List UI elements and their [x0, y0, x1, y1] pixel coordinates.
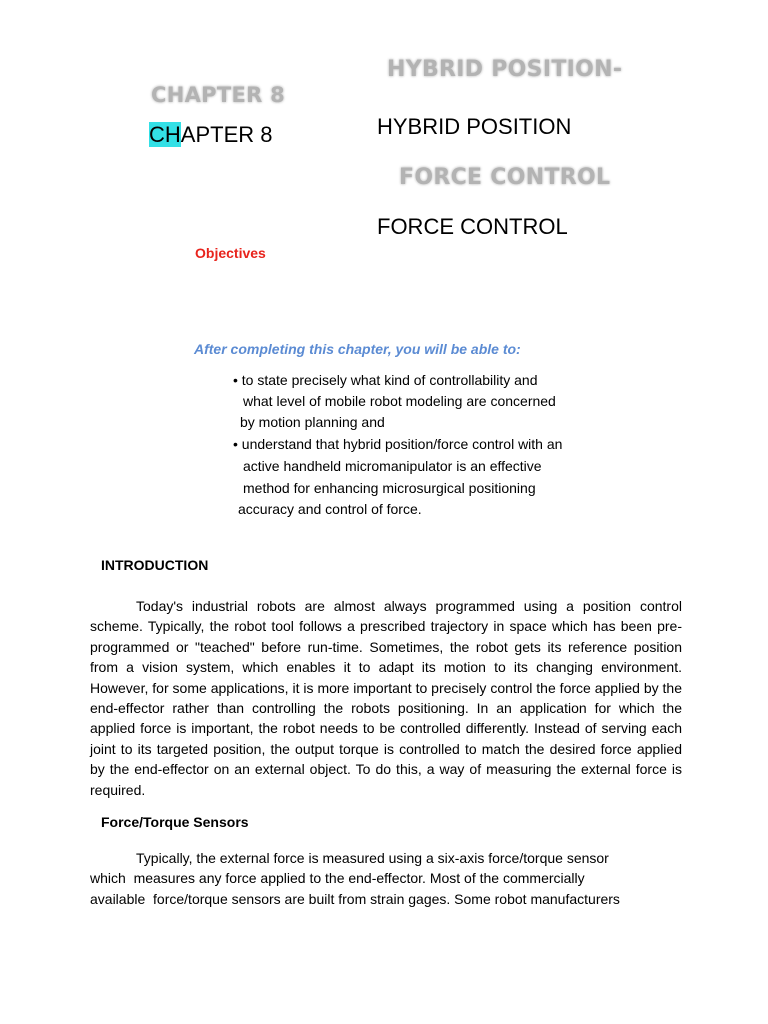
introduction-paragraph — [90, 596, 682, 800]
force-torque-line: Typically, the external force is measured using a six-axis force/torque sensor — [136, 850, 609, 866]
introduction-heading: INTRODUCTION — [101, 557, 209, 573]
objective-line: active handheld micromanipulator is an effective — [243, 458, 542, 474]
objective-line: method for enhancing microsurgical positioning — [243, 480, 536, 496]
force-control-title: FORCE CONTROL — [377, 214, 568, 239]
objective-line: • to state precisely what kind of controllability and — [233, 372, 538, 388]
introduction-text: Today's industrial robots are almost always programmed using a position control scheme. Typically, the robot tool follows a prescribed trajectory in space which has been pre-programmed or "teached" before run-time. Sometimes, the robot gets its reference position from a vision system, which enables it to adapt its motion to its changing environment. However, for some applications, it is more important to precisely control the force applied by the end-effector rather than controlling the robots positioning. In an application for which the applied force is important, the robot needs to be controlled differently. Instead of serving each joint to its targeted position, the output torque is controlled to match the desired force applied by the end-effector on an external object. To do this, a way of measuring the external force is required. — [90, 598, 682, 798]
objective-line: • understand that hybrid position/force control with an — [233, 436, 563, 452]
shadow-force-heading: FORCE CONTROL — [399, 165, 611, 190]
force-torque-line: available force/torque sensors are built from strain gages. Some robot manufacturers — [90, 890, 620, 907]
force-torque-paragraph — [90, 848, 690, 909]
force-torque-heading: Force/Torque Sensors — [101, 814, 249, 830]
force-torque-line: which measures any force applied to the end-effector. Most of the commercially — [90, 870, 585, 887]
chapter-title — [149, 122, 272, 148]
shadow-hybrid-heading: HYBRID POSITION- — [387, 57, 623, 82]
shadow-chapter-heading: CHAPTER 8 — [151, 83, 286, 107]
chapter-title-highlight: CH — [149, 122, 181, 147]
hybrid-position-title: HYBRID POSITION — [377, 114, 572, 139]
objective-line: accuracy and control of force. — [238, 501, 422, 517]
chapter-title-rest: APTER 8 — [180, 122, 273, 147]
objective-line: by motion planning and — [240, 414, 385, 430]
objectives-label: Objectives — [195, 245, 266, 261]
objectives-intro: After completing this chapter, you will be able to: — [194, 341, 521, 357]
objective-line: what level of mobile robot modeling are concerned — [243, 393, 556, 409]
